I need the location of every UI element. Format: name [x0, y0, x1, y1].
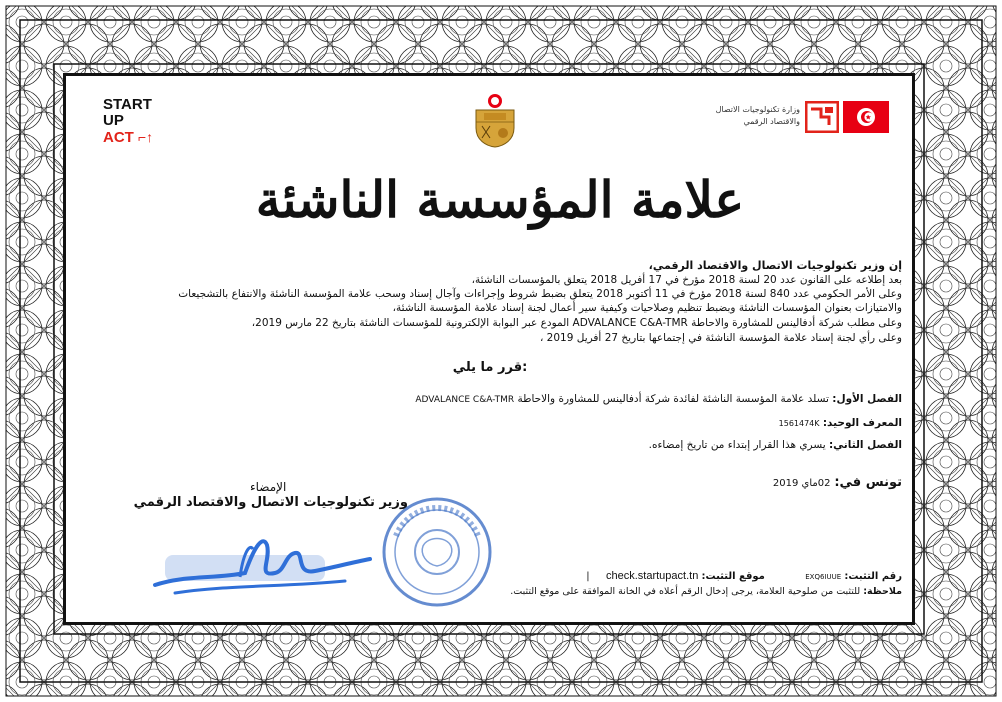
tunisia-flag-icon: [843, 101, 889, 133]
startup-logo-line1: START: [103, 96, 152, 113]
verification-code-label: رقم التثبت:: [844, 571, 902, 582]
startup-logo-line2: UP: [103, 112, 124, 129]
article-2-text: يسري هذا القرار إبتداء من تاريخ إمضاءه.: [648, 439, 826, 451]
article-1: [300, 392, 902, 407]
preamble-line1: بعد إطلاعه على القانون عدد 20 لسنة 2018 مؤرخ في 17 أفريل 2018 يتعلق بالمؤسسات الناشئة،: [471, 274, 902, 286]
article-1-company: ADVALANCE C&A-TMR: [415, 395, 515, 405]
preamble-line3: والامتيازات بعنوان المؤسسات الناشئة وبضبط تنظيم وصلاحيات وكيفية سير أعمال لجنة إسناد علامة المؤسسة الناشئة،: [392, 302, 902, 314]
verification-site-link[interactable]: check.startupact.tn: [606, 570, 699, 582]
preamble-heading: إن وزير تكنولوجيات الاتصال والاقتصاد الرقمي،: [648, 259, 902, 272]
unique-id: [500, 416, 902, 431]
verification-separator: |: [586, 571, 590, 582]
startup-logo-line3: ACT: [103, 129, 134, 146]
article-1-text: تسلد علامة المؤسسة الناشئة لفائدة شركة أدفالينس للمشاورة والاحاطة: [517, 393, 829, 405]
handwritten-signature-icon: [145, 515, 375, 605]
decision-heading: قرر ما يلي:: [452, 360, 528, 375]
ministry-name: [690, 104, 800, 128]
note-label: ملاحظة:: [863, 586, 902, 597]
signature-label: الإمضاء: [250, 480, 287, 494]
note-text: للتثبت من صلوحية العلامة، يرجى إدخال الرقم أعلاه في الخانة الموافقة على موقع التثبت.: [510, 586, 861, 597]
verification-code-value: EXQ6IUUE: [805, 573, 842, 581]
verification-line: [480, 570, 902, 582]
startup-act-logo: [103, 97, 153, 146]
ministry-line2: والاقتصاد الرقمي: [743, 117, 800, 126]
coat-of-arms-icon: [470, 92, 520, 148]
unique-id-value: 1561474K: [778, 419, 820, 428]
article-2-label: الفصل الثاني:: [828, 439, 902, 451]
article-2: [500, 438, 902, 452]
issue-date: [600, 475, 902, 490]
signatory-title: وزير تكنولوجيات الاتصال والاقتصاد الرقمي: [133, 495, 408, 510]
preamble-line2: وعلى الأمر الحكومي عدد 840 لسنة 2018 مؤرخ في 11 أكتوبر 2018 يتعلق بضبط شروط وإجراءات وآجال إسناد وسحب علامة المؤسسة الناشئة والانتفاع بالتشجيعات: [178, 288, 902, 300]
date-rest: ماي 2019: [772, 478, 818, 489]
official-stamp-icon: [378, 496, 496, 608]
verification-site-label: موقع التثبت:: [701, 571, 765, 582]
article-1-label: الفصل الأول:: [832, 393, 902, 405]
unique-id-label: المعرف الوحيد:: [822, 417, 902, 429]
preamble-line4: وعلى مطلب شركة أدفالينس للمشاورة والاحاطة ADVALANCE C&A-TMR المودع عبر البوابة الإلكترونية للمؤسسات الناشئة بتاريخ 22 مارس 2019،: [251, 317, 902, 329]
ministry-line1: وزارة تكنولوجيات الاتصال: [715, 105, 800, 114]
date-label: تونس في:: [834, 475, 902, 490]
up-arrow-icon: ⌐↑: [138, 129, 154, 145]
verification-note: [480, 586, 902, 597]
ministry-logo-icon: [805, 101, 839, 133]
preamble-line5: وعلى رأي لجنة إسناد علامة المؤسسة الناشئة في إجتماعها بتاريخ 27 أفريل 2019 ،: [539, 332, 902, 344]
certificate-title: علامة المؤسسة الناشئة: [255, 170, 745, 229]
date-day: 02: [817, 478, 831, 489]
